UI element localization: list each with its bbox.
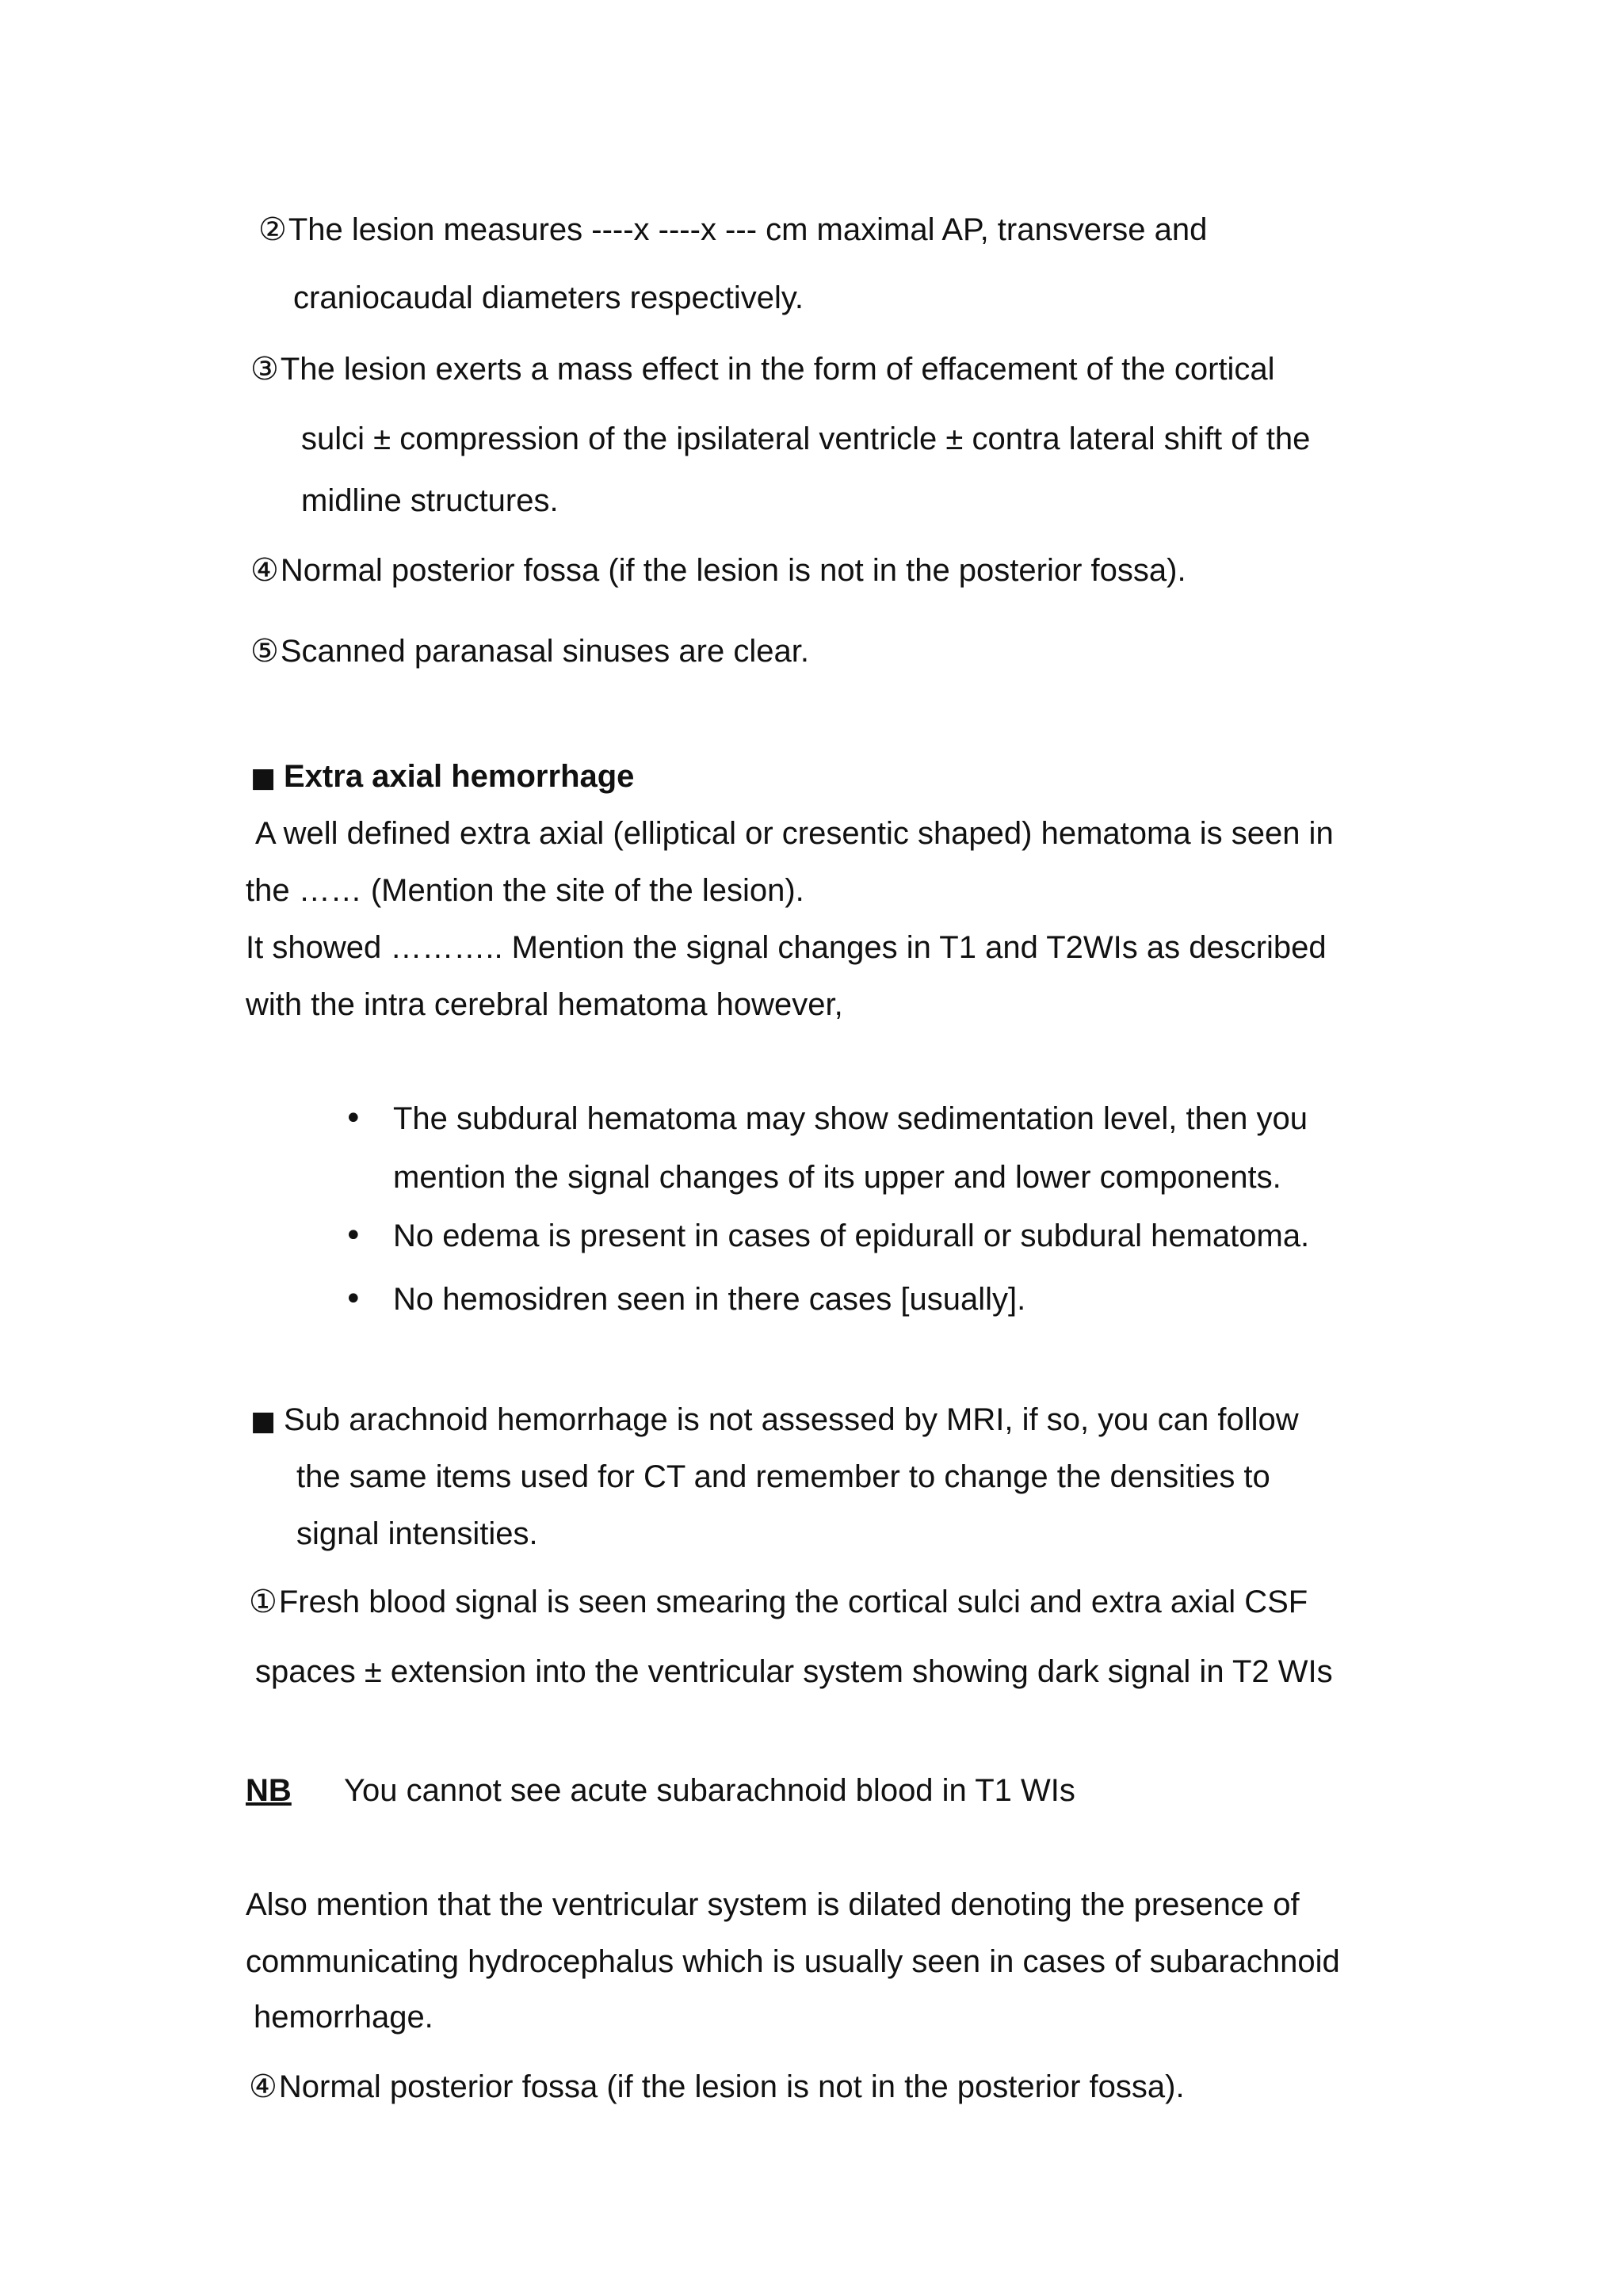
also-line-1: Also mention that the ventricular system is dilated denoting the presence of [246,1887,1300,1922]
bullet-icon: • [344,1218,363,1254]
extra-axial-heading [250,757,634,797]
subarachnoid-item-1-text-1: Fresh blood signal is seen smearing the cortical sulci and extra axial CSF [278,1585,1308,1619]
also-line-3: hemorrhage. [254,2000,433,2035]
subarachnoid-item-4-line [249,2068,1185,2106]
black-square-icon: ■ [250,762,277,794]
bullet-1-line-2: mention the signal changes of its upper and lower components. [393,1160,1281,1195]
nb-text: You cannot see acute subarachnoid blood in T1 WIs [344,1773,1075,1808]
circled-two-icon: ② [258,212,287,248]
subarachnoid-text-1: Sub arachnoid hemorrhage is not assessed by MRI, if so, you can follow [284,1402,1299,1437]
extra-axial-p2-line-1: It showed ……….. Mention the signal changes in T1 and T2WIs as described [246,930,1327,965]
bullet-icon: • [344,1281,363,1318]
subarachnoid-line-3: signal intensities. [296,1516,538,1551]
nb-label: NB [246,1773,292,1808]
also-line-2: communicating hydrocephalus which is usually seen in cases of subarachnoid [246,1944,1340,1979]
black-square-icon: ■ [250,1405,277,1437]
circled-three-icon: ③ [250,351,279,387]
extra-axial-p1-line-2: the …… (Mention the site of the lesion). [246,873,804,908]
bullet-2-line-1: No edema is present in cases of epidurall or subdural hematoma. [393,1219,1310,1253]
item-5-line [250,632,809,670]
nb-line [246,1772,1075,1810]
subarachnoid-item-1-line-1 [249,1583,1308,1621]
circled-four-icon: ④ [249,2069,277,2105]
bullet-1-line-1: The subdural hematoma may show sedimentation level, then you [393,1101,1308,1136]
item-2-text-1: The lesion measures ----x ----x --- cm maximal AP, transverse and [288,212,1208,247]
subarachnoid-line-2: the same items used for CT and remember to change the densities to [296,1459,1270,1494]
item-3-text-1: The lesion exerts a mass effect in the form of effacement of the cortical [280,352,1275,387]
subarachnoid-item-1-line-2: spaces ± extension into the ventricular system showing dark signal in T2 WIs [255,1654,1333,1689]
extra-axial-heading-text: Extra axial hemorrhage [284,759,635,794]
circled-five-icon: ⑤ [250,633,279,669]
item-3-line-2: sulci ± compression of the ipsilateral ventricle ± contra lateral shift of the [301,421,1311,456]
item-4-text: Normal posterior fossa (if the lesion is not in the posterior fossa). [280,553,1186,588]
item-3-line-1 [250,350,1275,388]
item-5-text: Scanned paranasal sinuses are clear. [280,634,809,669]
circled-one-icon: ① [249,1584,277,1620]
subarachnoid-item-4-text: Normal posterior fossa (if the lesion is not in the posterior fossa). [278,2069,1185,2104]
item-2-line-1 [258,211,1207,249]
item-3-line-3: midline structures. [301,483,559,518]
bullet-3-line-1: No hemosidren seen in there cases [usually]. [393,1282,1026,1317]
subarachnoid-line-1 [250,1401,1299,1440]
item-2-line-2: craniocaudal diameters respectively. [293,280,804,315]
extra-axial-p1-line-1: A well defined extra axial (elliptical or cresentic shaped) hematoma is seen in [255,816,1334,851]
extra-axial-p2-line-2: with the intra cerebral hematoma however, [246,987,843,1022]
item-4-line [250,551,1186,589]
circled-four-icon: ④ [250,552,279,589]
bullet-icon: • [344,1100,363,1137]
